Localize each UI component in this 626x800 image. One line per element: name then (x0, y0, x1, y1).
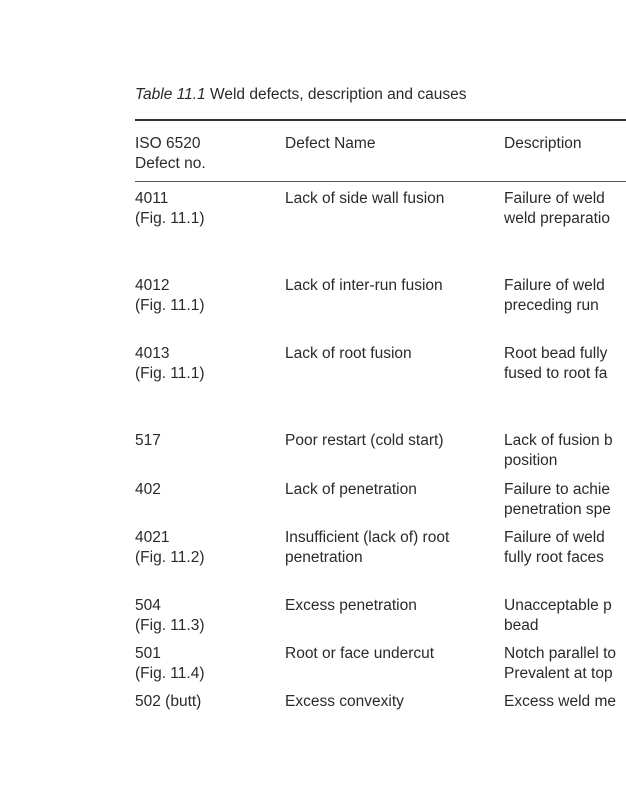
row-defect-no: 502 (butt) (135, 693, 202, 710)
table-top-rule (135, 119, 626, 121)
row-defect-name: Root or face undercut (285, 645, 435, 662)
row-defect-no: 501 (Fig. 11.4) (135, 645, 205, 682)
header-description: Description (504, 135, 582, 152)
row-defect-name: Lack of penetration (285, 481, 417, 498)
row-defect-name: Lack of root fusion (285, 345, 412, 362)
row-defect-name: Excess penetration (285, 597, 417, 614)
table-caption-text: Weld defects, description and causes (205, 86, 467, 103)
row-description: Excess weld me (504, 693, 616, 710)
row-description: Root bead fully fused to root fa (504, 345, 608, 382)
table-caption (135, 86, 466, 104)
row-description: Failure of weld weld preparatio (504, 190, 610, 227)
row-defect-no: 504 (Fig. 11.3) (135, 597, 205, 634)
row-description: Lack of fusion b position (504, 432, 613, 469)
row-defect-no: 4011 (Fig. 11.1) (135, 190, 205, 227)
row-description: Unacceptable p bead (504, 597, 612, 634)
header-defect-no: ISO 6520 Defect no. (135, 135, 206, 172)
header-defect-name: Defect Name (285, 135, 376, 152)
row-defect-name: Lack of inter-run fusion (285, 277, 443, 294)
row-description: Failure of weld preceding run (504, 277, 605, 314)
row-defect-name: Lack of side wall fusion (285, 190, 445, 207)
row-description: Notch parallel to Prevalent at top (504, 645, 617, 682)
row-defect-no: 4013 (Fig. 11.1) (135, 345, 205, 382)
table-header-rule (135, 181, 626, 182)
row-defect-no: 4021 (Fig. 11.2) (135, 529, 205, 566)
row-defect-no: 517 (135, 432, 161, 449)
table-caption-label: Table 11.1 (135, 86, 206, 103)
row-description: Failure to achie penetration spe (504, 481, 611, 518)
row-defect-no: 4012 (Fig. 11.1) (135, 277, 205, 314)
row-defect-name: Insufficient (lack of) root penetration (285, 529, 450, 566)
row-description: Failure of weld fully root faces (504, 529, 605, 566)
row-defect-no: 402 (135, 481, 161, 498)
row-defect-name: Excess convexity (285, 693, 404, 710)
row-defect-name: Poor restart (cold start) (285, 432, 444, 449)
